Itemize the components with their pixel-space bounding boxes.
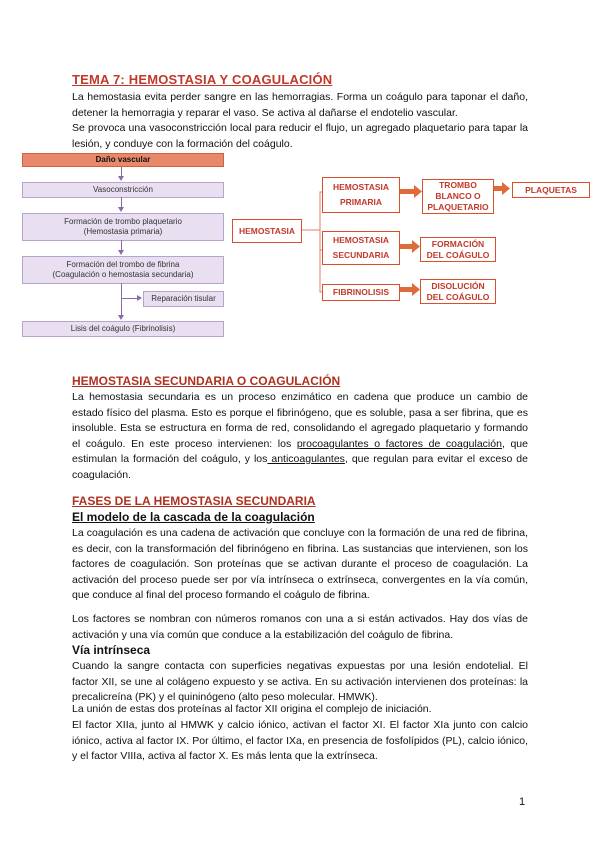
box-hemostasia-primaria: HEMOSTASIA PRIMARIA bbox=[322, 177, 400, 213]
arrow-down-icon bbox=[118, 250, 124, 255]
flow-box-trombo-plaquetario: Formación de trombo plaquetario (Hemostasia primaria) bbox=[22, 213, 224, 241]
subsection-title-via-intrinseca: Vía intrínseca bbox=[72, 643, 151, 657]
box-trombo-blanco: TROMBO BLANCO O PLAQUETARIO bbox=[422, 179, 494, 214]
box-formacion-coagulo: FORMACIÓN DEL COÁGULO bbox=[420, 237, 496, 262]
cascada-paragraph-2: Los factores se nombran con números romanos con una a si están activados. Hay dos vías de activación y una vía común que conduce a la estabilización del coágulo de fibrina. bbox=[72, 613, 528, 641]
subsection-title-cascada: El modelo de la cascada de la coagulación bbox=[72, 510, 315, 524]
arrow-down-icon bbox=[118, 176, 124, 181]
section-title-fases: FASES DE LA HEMOSTASIA SECUNDARIA bbox=[72, 494, 316, 508]
arrow-down-icon bbox=[118, 315, 124, 320]
via-intrinseca-paragraph-1: Cuando la sangre contacta con superficies negativas expuestas por una lesión endotelial. El factor XII, se une al colágeno expuesto y se activa. En su activación intervienen dos proteínas: la precalicreína (PK) y el quininógeno (alto peso molecular. HMWK). bbox=[72, 660, 528, 703]
page-title: TEMA 7: HEMOSTASIA Y COAGULACIÓN bbox=[72, 72, 333, 87]
section-title-hemostasia-secundaria: HEMOSTASIA SECUNDARIA O COAGULACIÓN bbox=[72, 374, 341, 388]
flow-box-dano-vascular: Daño vascular bbox=[22, 153, 224, 167]
box-hemostasia: HEMOSTASIA bbox=[232, 219, 302, 243]
intro-paragraph-1: La hemostasia evita perder sangre en las hemorragias. Forma un coágulo para taponar el daño, detener la hemorragia y reparar el vaso. Se activa al dañarse el endotelio vascular. bbox=[72, 91, 528, 119]
section-1-paragraph: La hemostasia secundaria es un proceso enzimático en cadena que produce un cambio de estado físico del plasma. Esto es porque el fibrinógeno, que es soluble, pasa a ser fibrina, que es insoluble. Esta se estructura en forma de red, consolidando el agregado plaquetario y formando el coágulo. En este proceso intervienen: los procoagulantes o factores de coagulación, que estimulan la formación del coágulo, y los anticoagulantes, que regulan para evitar el exceso de coagulación. bbox=[72, 391, 528, 481]
flow-box-lisis: Lisis del coágulo (Fibrinolisis) bbox=[22, 321, 224, 337]
via-intrinseca-paragraph-3: El factor XIIa, junto al HMWK y calcio iónico, activan el factor XI. El factor XIa junto con calcio iónico, activa al factor IX. Por último, el factor IXa, en presencia de fosfolípidos (PL), calcio iónico, y el factor VIIIa, activa al factor X. Es más lenta que la extrínseca. bbox=[72, 719, 528, 762]
intro-paragraph-2: Se provoca una vasoconstricción local para reducir el flujo, un agregado plaquetario para tapar la lesión, y conduye con la formación del coágulo. bbox=[72, 122, 528, 150]
arrow-right-icon bbox=[137, 295, 142, 301]
page-number: 1 bbox=[519, 796, 526, 808]
box-plaquetas: PLAQUETAS bbox=[512, 182, 590, 198]
flow-box-vasoconstriccion: Vasoconstricción bbox=[22, 182, 224, 198]
flow-box-reparacion-tisular: Reparación tisular bbox=[143, 291, 224, 307]
box-hemostasia-secundaria: HEMOSTASIA SECUNDARIA bbox=[322, 231, 400, 265]
arrow-down-icon bbox=[118, 207, 124, 212]
flow-box-trombo-fibrina: Formación del trombo de fibrina (Coagulación o hemostasia secundaria) bbox=[22, 256, 224, 284]
box-disolucion-coagulo: DISOLUCIÓN DEL COÁGULO bbox=[420, 279, 496, 304]
box-fibrinolisis: FIBRINOLISIS bbox=[322, 284, 400, 301]
cascada-paragraph-1: La coagulación es una cadena de activación que concluye con la formación de una red de fibrina, es decir, con la transformación del fibrinógeno en fibrina. Las sustancias que intervienen, son los factores de coagulación. Son proteínas que se activan durante el proceso de coagulación. La activación del proceso puede ser por vía intrínseca o extrínseca, convergentes en la vía común, que conduce al final del proceso formando el coágulo de fibrina. bbox=[72, 527, 528, 601]
via-intrinseca-paragraph-2: La unión de estas dos proteínas al factor XII origina el complejo de iniciación. bbox=[72, 703, 432, 715]
